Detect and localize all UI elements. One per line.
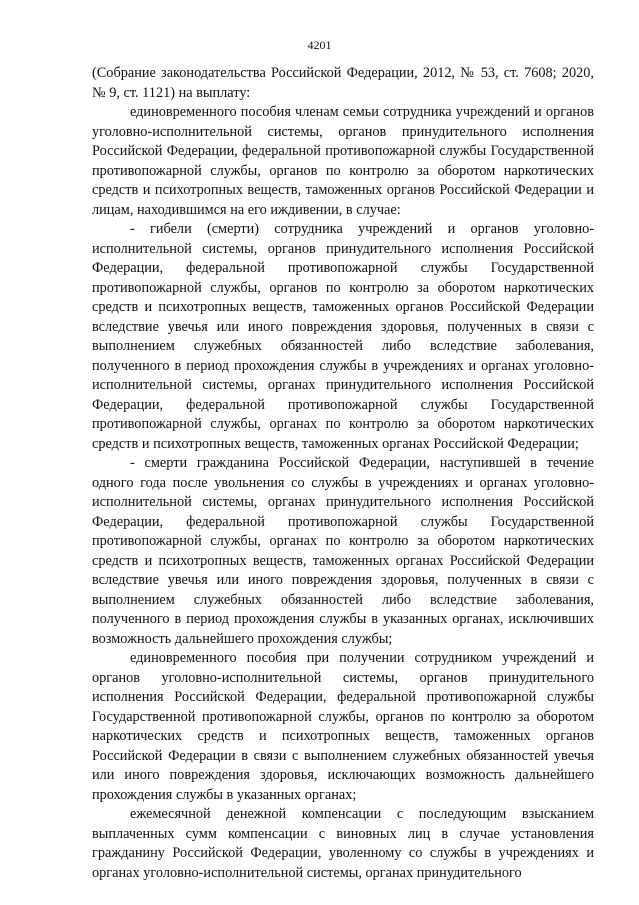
document-body [92,64,594,883]
paragraph-death-of-employee: - гибели (смерти) сотрудника учреждений и органов уголовно-исполнительной системы, органов принудительного исполнения Российской Федерации, федеральной противопожарной службы Государственной противопожарной службы, органов по контролю за оборотом наркотических средств и психотропных веществ, таможенных органов Российской Федерации вследствие увечья или иного повреждения здоровья, полученных в связи с выполнением служебных обязанностей либо вследствие заболевания, полученного в период прохождения службы в учреждениях и органах уголовно-исполнительной системы, органах принудительного исполнения Российской Федерации, федеральной противопожарной службы Государственной противопожарной службы, органах по контролю за оборотом наркотических средств и психотропных веществ, таможенных органах Российской Федерации; [92,221,594,452]
paragraph-family-benefit: единовременного пособия членам семьи сотрудника учреждений и органов уголовно-исполнительной системы, органов принудительного исполнения Российской Федерации, федеральной противопожарной службы Государственной противопожарной службы, органов по контролю за оборотом наркотических средств и психотропных веществ, таможенных органов Российской Федерации и лицам, находившимся на его иждивении, в случае: [92,104,594,218]
page-number: 4201 [307,38,332,52]
paragraph-source-citation: (Собрание законодательства Российской Федерации, 2012, № 53, ст. 7608; 2020, № 9, ст. 1121) на выплату: [92,65,594,101]
paragraph-injury-benefit: единовременного пособия при получении сотрудником учреждений и органов уголовно-исполнительной системы, органов принудительного исполнения Российской Федерации, федеральной противопожарной службы Государственной противопожарной службы, органов по контролю за оборотом наркотических средств и психотропных веществ, таможенных органов Российской Федерации в связи с выполнением служебных обязанностей увечья или иного повреждения здоровья, исключающих возможность дальнейшего прохождения службы в указанных органах; [92,650,594,803]
paragraph-monthly-compensation: ежемесячной денежной компенсации с последующим взысканием выплаченных сумм компенсации с виновных лиц в случае установления гражданину Российской Федерации, уволенному со службы в учреждениях и органах уголовно-исполнительной системы, органах принудительного [92,806,594,881]
paragraph-death-after-dismissal: - смерти гражданина Российской Федерации, наступившей в течение одного года после увольнения со службы в учреждениях и органах уголовно-исполнительной системы, органах принудительного исполнения Российской Федерации, федеральной противопожарной службы Государственной противопожарной службы, органах по контролю за оборотом наркотических средств и психотропных веществ, таможенных органах Российской Федерации вследствие увечья или иного повреждения здоровья, полученных в связи с выполнением служебных обязанностей либо вследствие заболевания, полученного в период прохождения службы в указанных органах, исключивших возможность дальнейшего прохождения службы; [92,455,594,647]
